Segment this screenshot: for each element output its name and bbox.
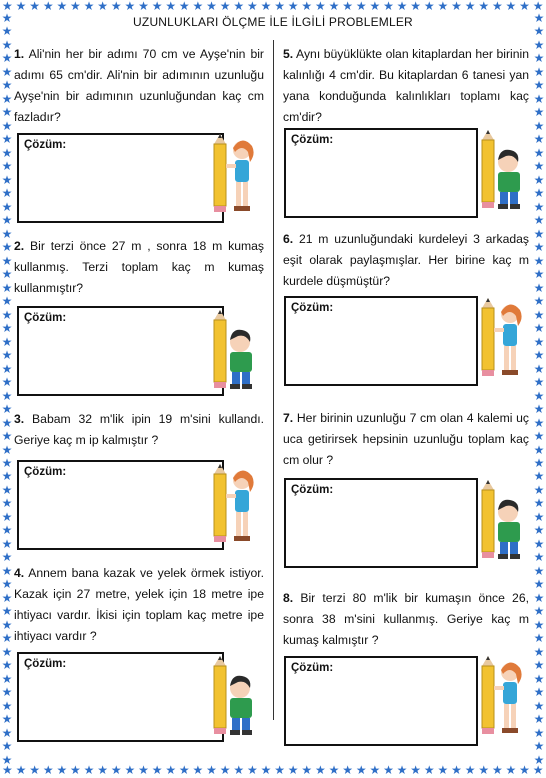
star-icon: ★: [533, 294, 545, 309]
star-icon: ★: [533, 213, 545, 228]
boy-pencil-illustration: [206, 656, 258, 738]
star-icon: ★: [1, 496, 13, 511]
page-title: UZUNLUKLARI ÖLÇME İLE İLGİLİ PROBLEMLER: [133, 15, 413, 29]
star-icon: ★: [206, 763, 217, 777]
star-icon: ★: [533, 577, 545, 592]
star-icon: ★: [369, 0, 381, 13]
star-icon: ★: [1, 725, 13, 740]
star-icon: ★: [533, 118, 545, 133]
girl-pencil-illustration: [206, 134, 258, 216]
star-icon: ★: [260, 763, 272, 777]
star-icon: ★: [1, 523, 13, 538]
star-icon: ★: [410, 763, 422, 777]
star-icon: ★: [369, 763, 381, 777]
solution-label: Çözüm:: [24, 139, 67, 151]
star-icon: ★: [533, 698, 545, 713]
boy-pencil-illustration: [474, 130, 526, 212]
star-icon: ★: [533, 348, 545, 363]
solution-box-4[interactable]: [17, 652, 224, 742]
star-icon: ★: [533, 536, 545, 551]
star-icon: ★: [1, 631, 13, 646]
star-icon: ★: [110, 763, 122, 777]
star-icon: ★: [396, 763, 408, 777]
star-icon: ★: [533, 482, 545, 497]
star-icon: ★: [533, 752, 545, 767]
star-icon: ★: [151, 763, 163, 777]
star-icon: ★: [1, 442, 13, 457]
star-icon: ★: [29, 0, 40, 13]
star-icon: ★: [1, 577, 13, 592]
star-icon: ★: [83, 0, 95, 13]
star-icon: ★: [1, 145, 13, 160]
star-icon: ★: [1, 429, 13, 444]
star-icon: ★: [464, 0, 476, 13]
star-icon: ★: [1, 64, 13, 79]
problem-2: 2. Bir terzi önce 27 m , sonra 18 m kumaş kullanmış. Terzi toplam kaç m kumaş kullanmıştır?: [14, 239, 265, 295]
star-icon: ★: [301, 763, 313, 777]
star-icon: ★: [383, 763, 394, 777]
star-icon: ★: [533, 739, 545, 754]
star-icon: ★: [533, 658, 545, 673]
star-icon: ★: [437, 763, 449, 777]
star-icon: ★: [1, 132, 13, 147]
star-icon: ★: [533, 631, 545, 646]
star-icon: ★: [15, 0, 27, 13]
solution-box-7[interactable]: [284, 478, 478, 568]
star-icon: ★: [1, 253, 13, 268]
star-icon: ★: [274, 763, 285, 777]
star-border-bottom: [0, 764, 546, 778]
star-icon: ★: [56, 763, 68, 777]
star-icon: ★: [1, 51, 13, 66]
star-icon: ★: [478, 763, 490, 777]
star-icon: ★: [1, 172, 13, 187]
star-icon: ★: [138, 763, 149, 777]
star-icon: ★: [315, 763, 326, 777]
star-icon: ★: [451, 763, 462, 777]
star-icon: ★: [1, 415, 13, 430]
girl-pencil-illustration: [474, 656, 526, 738]
star-icon: ★: [1, 280, 13, 295]
solution-label: Çözüm:: [24, 312, 67, 324]
star-icon: ★: [533, 78, 545, 93]
star-icon: ★: [533, 725, 545, 740]
star-icon: ★: [328, 763, 340, 777]
solution-label: Çözüm:: [291, 302, 334, 314]
star-icon: ★: [410, 0, 422, 13]
star-icon: ★: [533, 37, 545, 52]
star-icon: ★: [83, 763, 95, 777]
star-icon: ★: [2, 763, 13, 777]
solution-label: Çözüm:: [291, 134, 334, 146]
star-icon: ★: [165, 0, 177, 13]
star-icon: ★: [423, 0, 435, 13]
star-icon: ★: [533, 91, 545, 106]
star-icon: ★: [533, 361, 545, 376]
star-icon: ★: [97, 0, 109, 13]
star-icon: ★: [1, 658, 13, 673]
star-icon: ★: [1, 11, 13, 25]
star-icon: ★: [42, 763, 54, 777]
star-icon: ★: [533, 24, 545, 39]
star-icon: ★: [1, 469, 13, 484]
star-icon: ★: [287, 763, 299, 777]
star-icon: ★: [315, 0, 326, 13]
star-icon: ★: [533, 509, 545, 524]
star-icon: ★: [533, 64, 545, 79]
star-icon: ★: [192, 763, 204, 777]
star-icon: ★: [138, 0, 149, 13]
star-icon: ★: [533, 523, 545, 538]
star-icon: ★: [451, 0, 462, 13]
star-icon: ★: [533, 496, 545, 511]
star-icon: ★: [246, 763, 258, 777]
star-icon: ★: [1, 685, 13, 700]
star-icon: ★: [533, 415, 545, 430]
girl-pencil-illustration: [206, 464, 258, 546]
star-icon: ★: [342, 763, 353, 777]
solution-box-2[interactable]: [17, 306, 224, 396]
solution-box-1[interactable]: [17, 133, 224, 223]
star-icon: ★: [533, 429, 545, 444]
star-icon: ★: [533, 159, 545, 174]
star-icon: ★: [533, 644, 545, 659]
star-icon: ★: [165, 763, 177, 777]
star-icon: ★: [124, 763, 136, 777]
star-icon: ★: [533, 105, 545, 120]
star-icon: ★: [70, 0, 81, 13]
star-border-right: [532, 12, 546, 766]
star-icon: ★: [1, 455, 13, 470]
star-icon: ★: [246, 0, 258, 13]
star-border-left: [0, 12, 14, 766]
star-icon: ★: [219, 763, 231, 777]
star-icon: ★: [464, 763, 476, 777]
solution-box-3[interactable]: [17, 460, 224, 550]
star-icon: ★: [491, 0, 503, 13]
star-icon: ★: [1, 226, 13, 241]
star-icon: ★: [533, 671, 545, 686]
star-icon: ★: [533, 550, 545, 565]
star-icon: ★: [533, 280, 545, 295]
star-icon: ★: [260, 0, 272, 13]
star-icon: ★: [233, 763, 245, 777]
star-icon: ★: [1, 509, 13, 524]
star-icon: ★: [533, 145, 545, 160]
star-icon: ★: [533, 685, 545, 700]
star-icon: ★: [301, 0, 313, 13]
star-icon: ★: [1, 294, 13, 309]
star-icon: ★: [533, 307, 545, 322]
star-icon: ★: [1, 375, 13, 390]
solution-box-5[interactable]: [284, 128, 478, 218]
solution-box-6[interactable]: [284, 296, 478, 386]
star-icon: ★: [1, 334, 13, 349]
star-icon: ★: [478, 0, 490, 13]
star-icon: ★: [1, 159, 13, 174]
solution-box-8[interactable]: [284, 656, 478, 746]
star-icon: ★: [1, 348, 13, 363]
star-icon: ★: [1, 24, 13, 39]
star-icon: ★: [533, 226, 545, 241]
star-icon: ★: [328, 0, 340, 13]
star-icon: ★: [1, 698, 13, 713]
star-icon: ★: [1, 199, 13, 214]
star-icon: ★: [1, 240, 13, 255]
star-icon: ★: [532, 0, 544, 13]
star-icon: ★: [532, 763, 544, 777]
star-icon: ★: [519, 0, 530, 13]
boy-pencil-illustration: [474, 480, 526, 562]
star-icon: ★: [287, 0, 299, 13]
star-icon: ★: [533, 442, 545, 457]
star-icon: ★: [97, 763, 109, 777]
problem-6: 6. 21 m uzunluğundaki kurdeleyi 3 arkadaş eşit olarak paylaşmışlar. Her birine kaç m kurdele düşmüştür?: [283, 232, 530, 288]
star-icon: ★: [1, 563, 13, 578]
solution-label: Çözüm:: [291, 484, 334, 496]
star-icon: ★: [70, 763, 81, 777]
star-icon: ★: [505, 0, 517, 13]
star-icon: ★: [1, 37, 13, 52]
star-icon: ★: [124, 0, 136, 13]
star-icon: ★: [533, 712, 545, 727]
star-icon: ★: [533, 240, 545, 255]
star-icon: ★: [1, 550, 13, 565]
star-icon: ★: [1, 482, 13, 497]
star-icon: ★: [1, 105, 13, 120]
star-icon: ★: [519, 763, 530, 777]
star-icon: ★: [533, 388, 545, 403]
star-icon: ★: [355, 763, 367, 777]
star-icon: ★: [1, 671, 13, 686]
star-icon: ★: [42, 0, 54, 13]
star-icon: ★: [1, 402, 13, 417]
star-icon: ★: [219, 0, 231, 13]
star-icon: ★: [1, 644, 13, 659]
star-icon: ★: [1, 604, 13, 619]
solution-label: Çözüm:: [24, 658, 67, 670]
star-icon: ★: [1, 712, 13, 727]
star-icon: ★: [533, 604, 545, 619]
star-icon: ★: [533, 267, 545, 282]
star-icon: ★: [15, 763, 27, 777]
star-icon: ★: [1, 739, 13, 754]
boy-pencil-illustration: [206, 310, 258, 392]
star-icon: ★: [491, 763, 503, 777]
star-icon: ★: [533, 617, 545, 632]
star-icon: ★: [1, 617, 13, 632]
star-icon: ★: [533, 321, 545, 336]
problem-4: 4. Annem bana kazak ve yelek örmek istiyor. Kazak için 27 metre, yelek için 18 metre ipe ihtiyacı vardır. İkisi için toplam kaç metre ipe ihtiyacı vardır ?: [14, 566, 264, 643]
star-icon: ★: [1, 361, 13, 376]
problem-3: 3. Babam 32 m'lik ipin 19 m'sini kullandı. Geriye kaç m ip kalmıştır ?: [14, 412, 264, 447]
star-icon: ★: [178, 763, 190, 777]
star-icon: ★: [233, 0, 245, 13]
problem-7: 7. Her birinin uzunluğu 7 cm olan 4 kalemi uç uca getirirsek hepsinin uzunluğu toplam kaç cm olur ?: [283, 411, 529, 467]
star-icon: ★: [533, 563, 545, 578]
star-icon: ★: [396, 0, 408, 13]
star-icon: ★: [1, 213, 13, 228]
girl-pencil-illustration: [474, 298, 526, 380]
star-border-top: [0, 0, 546, 14]
star-icon: ★: [206, 0, 217, 13]
star-icon: ★: [437, 0, 449, 13]
star-icon: ★: [29, 763, 40, 777]
star-icon: ★: [533, 455, 545, 470]
star-icon: ★: [533, 172, 545, 187]
star-icon: ★: [1, 118, 13, 133]
star-icon: ★: [533, 11, 545, 25]
problem-1: 1. Ali'nin her bir adımı 70 cm ve Ayşe'nin bir adımı 65 cm'dir. Ali'nin bir adımının uzunluğu Ayşe'nin bir adımının uzunluğundan kaç cm fazladır?: [14, 47, 264, 124]
star-icon: ★: [56, 0, 68, 13]
star-icon: ★: [2, 0, 13, 13]
star-icon: ★: [533, 253, 545, 268]
star-icon: ★: [533, 199, 545, 214]
star-icon: ★: [383, 0, 394, 13]
star-icon: ★: [1, 536, 13, 551]
star-icon: ★: [1, 78, 13, 93]
star-icon: ★: [110, 0, 122, 13]
star-icon: ★: [342, 0, 353, 13]
star-icon: ★: [533, 186, 545, 201]
star-icon: ★: [1, 321, 13, 336]
star-icon: ★: [533, 51, 545, 66]
star-icon: ★: [533, 375, 545, 390]
star-icon: ★: [423, 763, 435, 777]
star-icon: ★: [1, 91, 13, 106]
star-icon: ★: [533, 469, 545, 484]
problem-5: 5. Aynı büyüklükte olan kitaplardan her birinin kalınlığı 4 cm'dir. Bu kitaplardan 6 tanesi yan yana konduğunda kalınlıkları toplamı kaç cm'dir?: [283, 47, 529, 124]
star-icon: ★: [533, 590, 545, 605]
star-icon: ★: [1, 388, 13, 403]
solution-label: Çözüm:: [291, 662, 334, 674]
star-icon: ★: [533, 132, 545, 147]
solution-label: Çözüm:: [24, 466, 67, 478]
column-divider: [273, 40, 274, 720]
star-icon: ★: [151, 0, 163, 13]
star-icon: ★: [355, 0, 367, 13]
star-icon: ★: [274, 0, 285, 13]
star-icon: ★: [533, 334, 545, 349]
star-icon: ★: [1, 267, 13, 282]
star-icon: ★: [1, 752, 13, 767]
star-icon: ★: [533, 402, 545, 417]
star-icon: ★: [192, 0, 204, 13]
star-icon: ★: [1, 186, 13, 201]
star-icon: ★: [1, 590, 13, 605]
star-icon: ★: [1, 307, 13, 322]
problem-8: 8. Bir terzi 80 m'lik bir kumaşın önce 26, sonra 38 m'sini kullanmış. Geriye kaç m kumaş kalmıştır ?: [283, 591, 529, 647]
star-icon: ★: [178, 0, 190, 13]
star-icon: ★: [505, 763, 517, 777]
